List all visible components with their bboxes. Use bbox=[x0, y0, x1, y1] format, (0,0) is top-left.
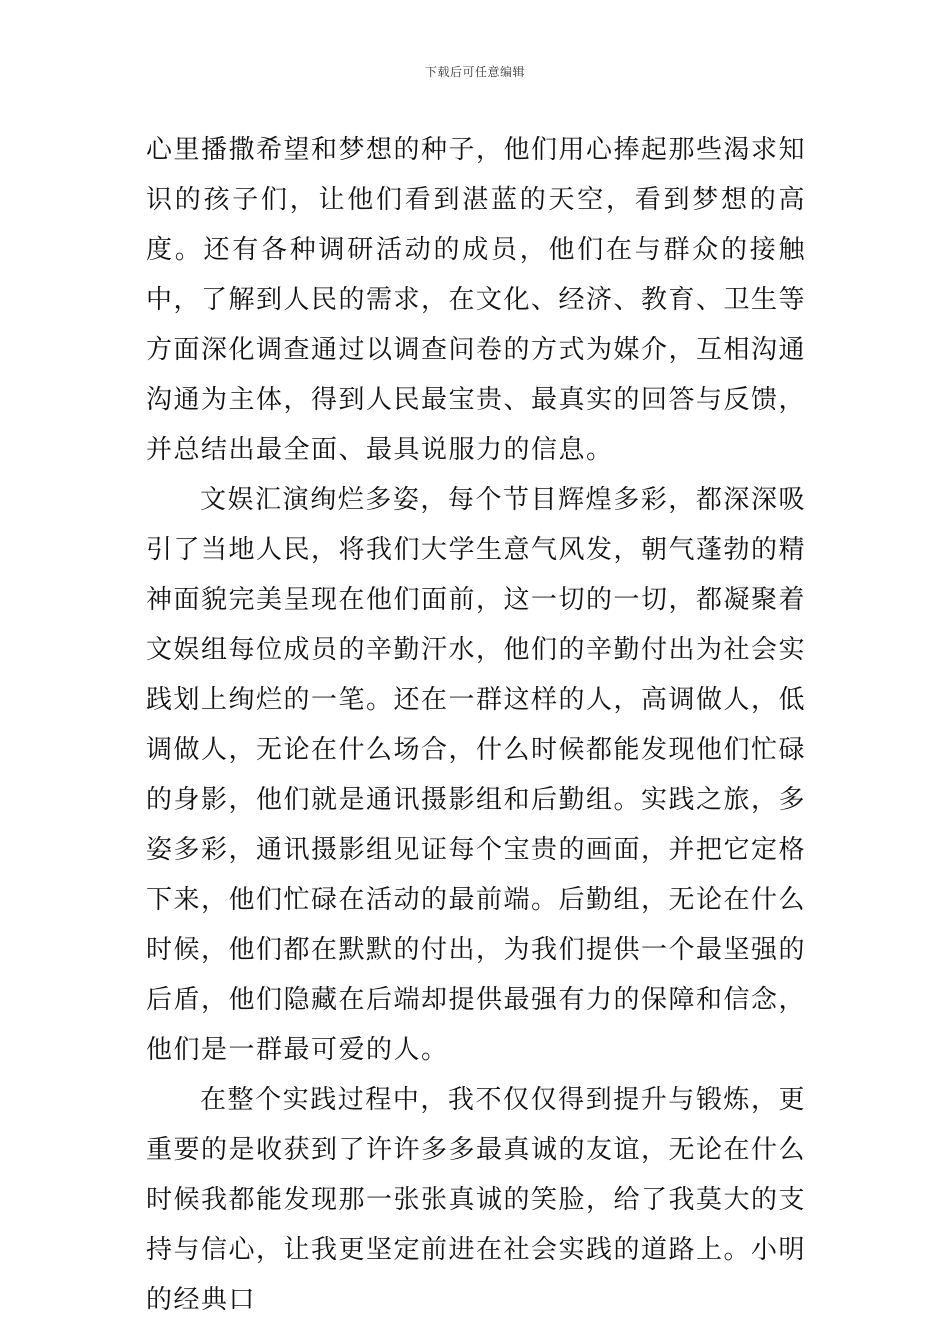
paragraph-entertainment: 文娱汇演绚烂多姿，每个节目辉煌多彩，都深深吸引了当地人民，将我们大学生意气风发，朝气蓬勃的精神面貌完美呈现在他们面前，这一切的一切，都凝聚着文娱组每位成员的辛勤汗水，他们的辛勤付出为社会实践划上绚烂的一笔。还在一群这样的人，高调做人，低调做人，无论在什么场合，什么时候都能发现他们忙碌的身影，他们就是通讯摄影组和后勤组。实践之旅，多姿多彩，通讯摄影组见证每个宝贵的画面，并把它定格下来，他们忙碌在活动的最前端。后勤组，无论在什么时候，他们都在默默的付出，为我们提供一个最坚强的后盾，他们隐藏在后端却提供最强有力的保障和信念，他们是一群最可爱的人。 bbox=[146, 485, 807, 1065]
document-body bbox=[146, 125, 806, 1325]
header-note: 下载后可任意编辑 bbox=[424, 65, 525, 79]
paragraph-reflection: 在整个实践过程中，我不仅仅得到提升与锻炼，更重要的是收获到了许许多多最真诚的友谊，无论在什么时候我都能发现那一张张真诚的笑脸，给了我莫大的支持与信心，让我更坚定前进在社会实践的道路上。小明的经典口 bbox=[146, 1085, 807, 1315]
paragraph-continued: 心里播撒希望和梦想的种子，他们用心捧起那些渴求知识的孩子们，让他们看到湛蓝的天空，看到梦想的高度。还有各种调研活动的成员，他们在与群众的接触中，了解到人民的需求，在文化、经济、教育、卫生等方面深化调查通过以调查问卷的方式为媒介，互相沟通沟通为主体，得到人民最宝贵、最真实的回答与反馈，并总结出最全面、最具说服力的信息。 bbox=[146, 135, 807, 465]
